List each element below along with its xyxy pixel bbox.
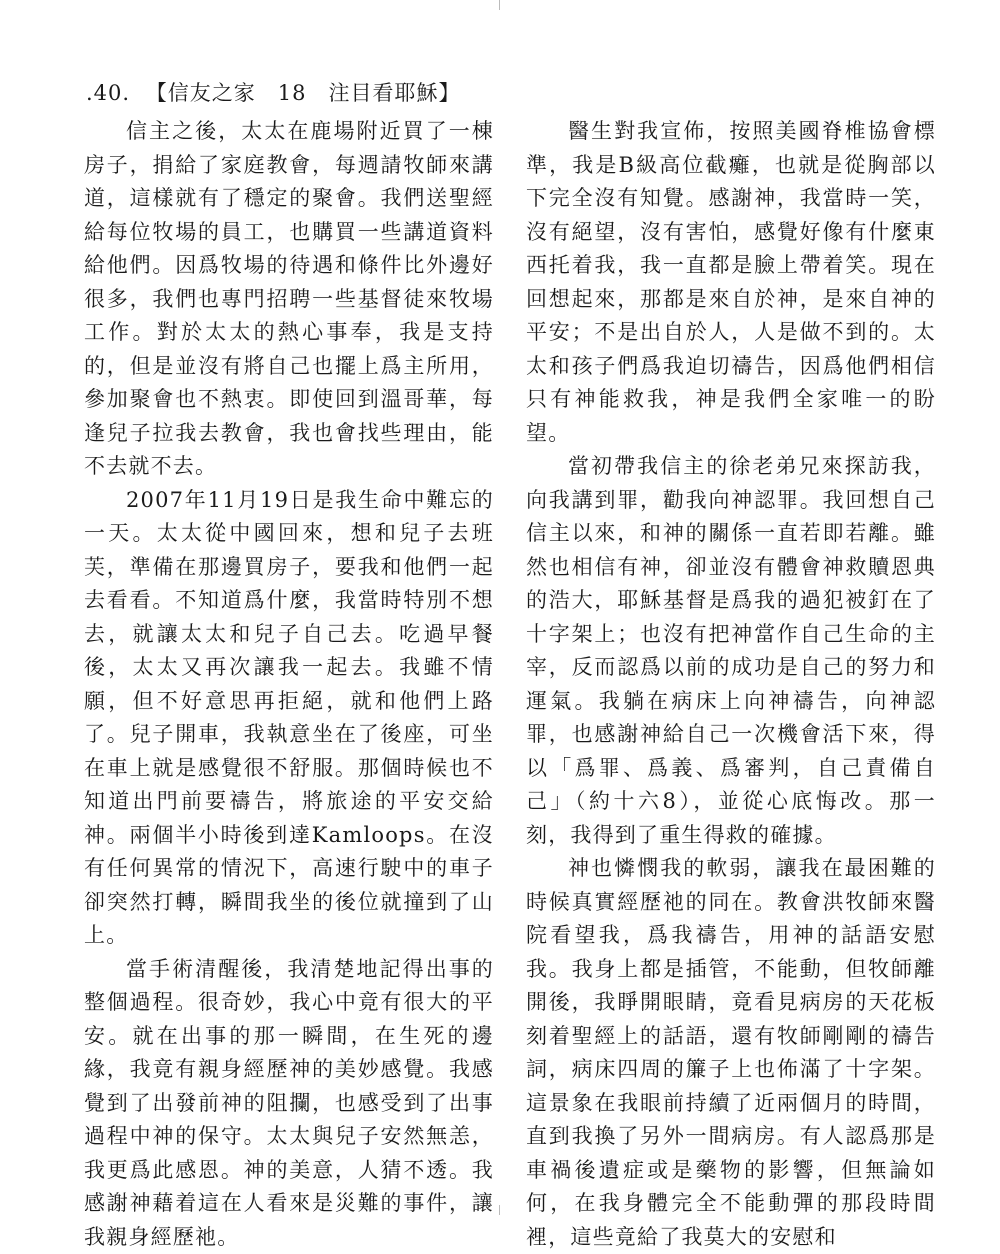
paragraph: 醫生對我宣佈，按照美國脊椎協會標準，我是B級高位截癱，也就是從胸部以下完全沒有知覺。感謝神，我當時一笑，沒有絕望，沒有害怕，感覺好像有什麼東西托着我，我一直都是臉上帶着笑。現在回想起來，那都是來自於神，是來自神的平安；不是出自於人，人是做不到的。太太和孩子們爲我迫切禱告，因爲他們相信只有神能救我，神是我們全家唯一的盼望。 <box>526 115 936 450</box>
paragraph: 2007年11月19日是我生命中難忘的一天。太太從中國回來，想和兒子去班芙，準備在那邊買房子，要我和他們一起去看看。不知道爲什麼，我當時特別不想去，就讓太太和兒子自己去。吃過早餐後，太太又再次讓我一起去。我雖不情願，但不好意思再拒絕，就和他們上路了。兒子開車，我執意坐在了後座，可坐在車上就是感覺很不舒服。那個時候也不知道出門前要禱告，將旅途的平安交給神。兩個半小時後到達Kamloops。在沒有任何異常的情況下，高速行駛中的車子卻突然打轉，瞬間我坐的後位就撞到了山上。 <box>84 484 494 953</box>
crop-mark-bottom <box>499 1205 500 1215</box>
paragraph: 神也憐憫我的軟弱，讓我在最困難的時候真實經歷祂的同在。教會洪牧師來醫院看望我，爲我禱告，用神的話語安慰我。我身上都是插管，不能動，但牧師離開後，我睜開眼睛，竟看見病房的天花板刻着聖經上的話語，還有牧師剛剛的禱告詞，病床四周的簾子上也佈滿了十字架。這景象在我眼前持續了近兩個月的時間，直到我換了另外一間病房。有人認爲那是車禍後遺症或是藥物的影響，但無論如何，在我身體完全不能動彈的那段時間裡，這些竟給了我莫大的安慰和 <box>526 852 936 1254</box>
right-column <box>526 115 936 1254</box>
crop-mark-top <box>499 0 500 10</box>
paragraph: 當初帶我信主的徐老弟兄來探訪我，向我講到罪，勸我向神認罪。我回想自己信主以來，和神的關係一直若即若離。雖然也相信有神，卻並沒有體會神救贖恩典的浩大，耶穌基督是爲我的過犯被釘在了十字架上；也沒有把神當作自己生命的主宰，反而認爲以前的成功是自己的努力和運氣。我躺在病床上向神禱告，向神認罪，也感謝神給自己一次機會活下來，得以「爲罪、爲義、爲審判，自己責備自己」（約十六8），並從心底悔改。那一刻，我得到了重生得救的確據。 <box>526 450 936 852</box>
paragraph: 信主之後，太太在鹿場附近買了一棟房子，捐給了家庭教會，每週請牧師來講道，這樣就有了穩定的聚會。我們送聖經給每位牧場的員工，也購買一些講道資料給他們。因爲牧場的待遇和條件比外邊好很多，我們也專門招聘一些基督徒來牧場工作。對於太太的熱心事奉，我是支持的，但是並沒有將自己也擺上爲主所用，參加聚會也不熱衷。即使回到溫哥華，每逢兒子拉我去教會，我也會找些理由，能不去就不去。 <box>84 115 494 484</box>
page-header <box>86 78 461 108</box>
left-column <box>84 115 494 1254</box>
running-title: 【信友之家 18 注目看耶穌】 <box>146 81 461 105</box>
paragraph: 當手術清醒後，我清楚地記得出事的整個過程。很奇妙，我心中竟有很大的平安。就在出事的那一瞬間，在生死的邊緣，我竟有親身經歷神的美妙感覺。我感覺到了出發前神的阻攔，也感受到了出事過程中神的保守。太太與兒子安然無恙，我更爲此感恩。神的美意，人猜不透。我感謝神藉着這在人看來是災難的事件，讓我親身經歷祂。 <box>84 953 494 1254</box>
page-number: .40. <box>86 81 130 105</box>
